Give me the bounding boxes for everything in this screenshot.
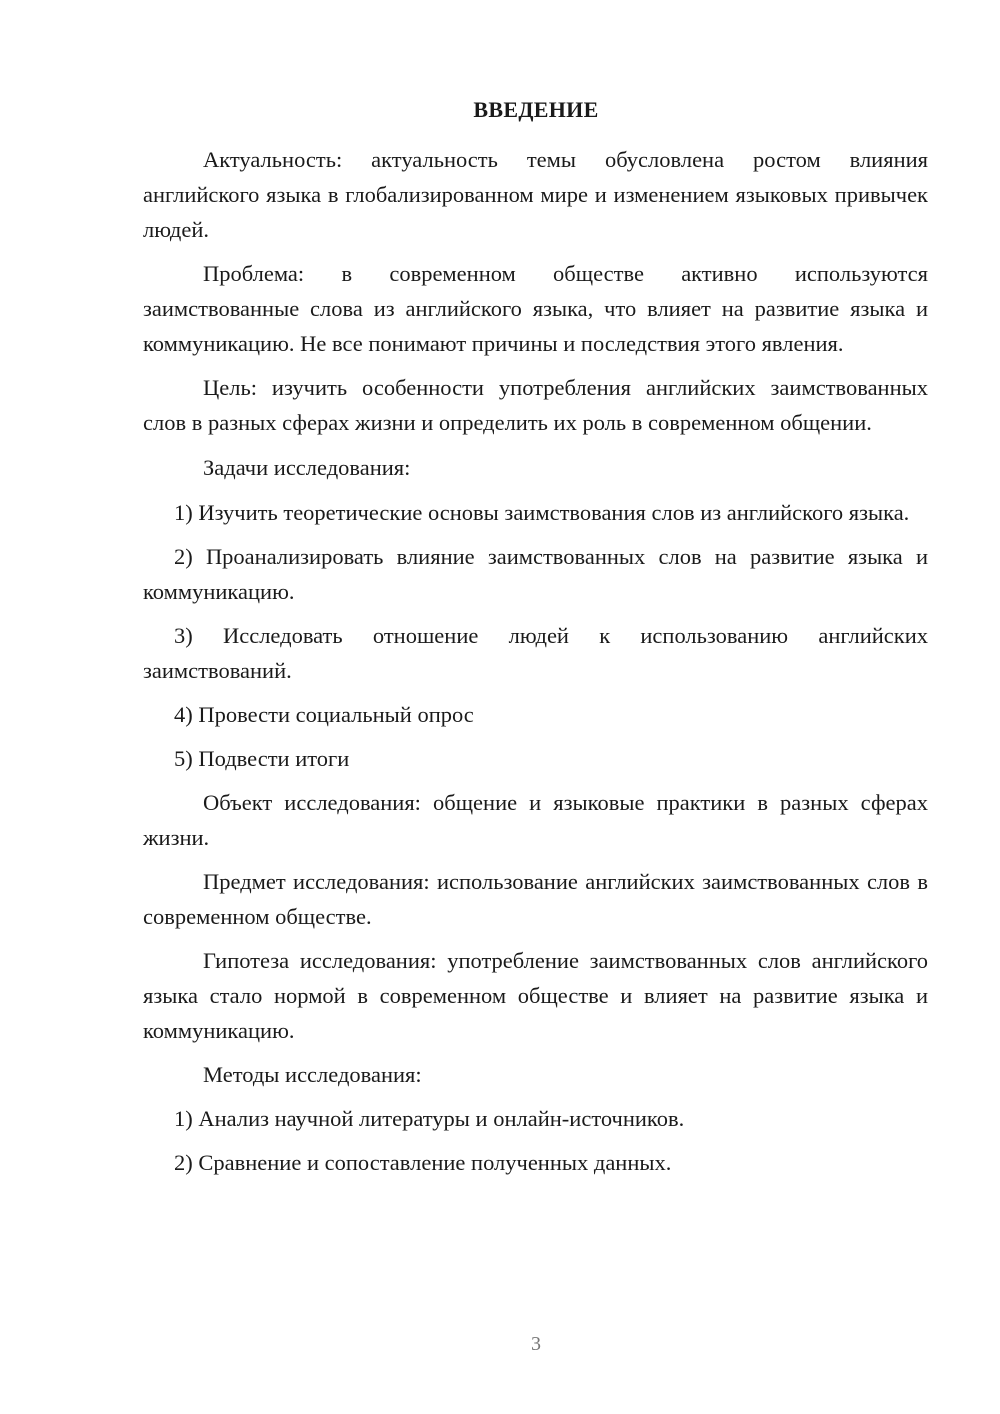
goal-paragraph: Цель: изучить особенности употребления английских заимствованных слов в разных сферах жизни и определить их роль в современном общении.: [143, 375, 928, 435]
task-item: 3) Исследовать отношение людей к использованию английских заимствований.: [143, 623, 928, 683]
methods-heading: Методы исследования:: [203, 1062, 422, 1087]
document-body: [143, 142, 928, 1180]
method-item: 1) Анализ научной литературы и онлайн-источников.: [174, 1106, 685, 1131]
task-item: 2) Проанализировать влияние заимствованных слов на развитие языка и коммуникацию.: [143, 544, 928, 604]
subject-paragraph: Предмет исследования: использование английских заимствованных слов в современном обществе.: [143, 869, 928, 929]
problem-paragraph: Проблема: в современном обществе активно используются заимствованные слова из английского языка, что влияет на развитие языка и коммуникацию. Не все понимают причины и последствия этого явления.: [143, 261, 928, 356]
method-item: 2) Сравнение и сопоставление полученных данных.: [174, 1150, 672, 1175]
task-item: 5) Подвести итоги: [174, 746, 350, 771]
section-title: ВВЕДЕНИЕ: [473, 97, 599, 122]
task-item: 1) Изучить теоретические основы заимствования слов из английского языка.: [174, 500, 910, 525]
object-paragraph: Объект исследования: общение и языковые практики в разных сферах жизни.: [143, 790, 928, 850]
hypothesis-paragraph: Гипотеза исследования: употребление заимствованных слов английского языка стало нормой в современном обществе и влияет на развитие языка и коммуникацию.: [143, 948, 928, 1043]
page-number: 3: [531, 1333, 541, 1355]
task-item: 4) Провести социальный опрос: [174, 702, 474, 727]
tasks-heading: Задачи исследования:: [203, 455, 411, 480]
relevance-paragraph: Актуальность: актуальность темы обусловлена ростом влияния английского языка в глобализированном мире и изменением языковых привычек людей.: [143, 147, 928, 242]
